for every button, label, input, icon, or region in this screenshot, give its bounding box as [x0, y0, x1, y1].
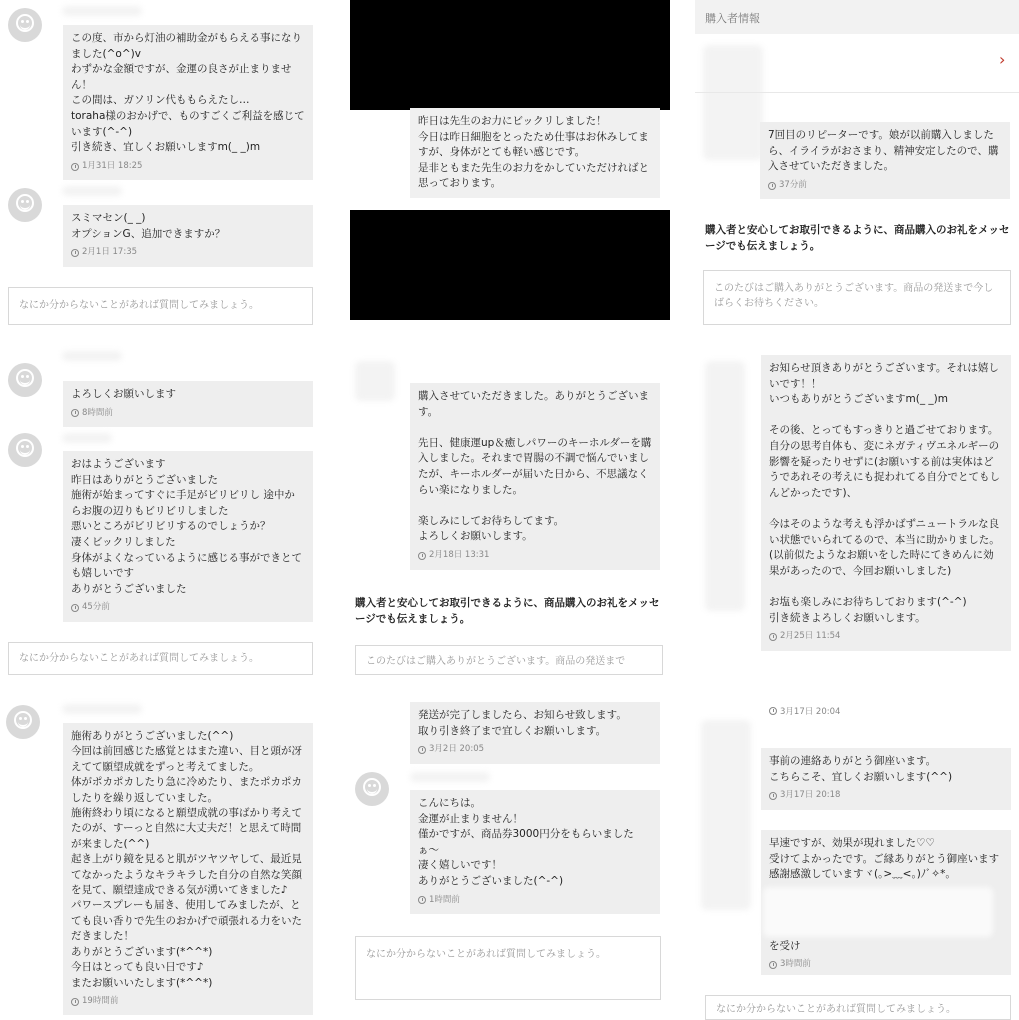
chat-message [410, 383, 660, 570]
chat-panel-8 [345, 690, 670, 1020]
chat-panel-9 [695, 690, 1019, 1020]
timestamp: 3月17日 20:04 [769, 705, 840, 717]
message-text: 早速ですが、効果が現れました♡♡ 受けてよかったです。ご縁ありがとう御座います 感謝感激していますヾ(｡>﹏<｡)ﾉﾞ✧*。 [769, 837, 1000, 881]
redacted-name [62, 704, 142, 714]
message-text: おはようございます 昨日はありがとうございました 施術が始まってすぐに手足がビリビリし 途中からお腹の辺りもビリビリしました 悪いところがビリビリするのでしょうか？ 凄くビックリしました 身体がよくなっているように感じる事ができとても嬉しいです ありがとうございました [71, 458, 302, 595]
message-text: 7回目のリピーターです。娘が以前購入しましたら、イライラがおさまり、精神安定したので、購入させていただきました。 [768, 129, 999, 173]
thanks-message-input[interactable]: このたびはご購入ありがとうございます。商品の発送まで [355, 645, 663, 675]
redacted-text [763, 887, 993, 937]
thanks-message-input[interactable]: このたびはご購入ありがとうございます。商品の発送まで今しばらくお待ちください。 [703, 270, 1011, 325]
timestamp: 1時間前 [418, 893, 652, 909]
timestamp: 2月1日 17:35 [71, 245, 305, 261]
message-text: 昨日は先生のお力にビックリしました！ 今日は昨日細胞をとったため仕事はお休みしてますが、身体がとても軽い感じです。 是非ともまた先生のお力をかしていただければと思っております。 [418, 115, 649, 190]
chat-message [410, 790, 660, 914]
question-input[interactable]: なにか分からないことがあれば質問してみましょう。 [8, 642, 313, 675]
chat-message [63, 25, 313, 180]
section-header: 購入者情報 [695, 0, 1019, 34]
timestamp: 8時間前 [71, 406, 305, 422]
chat-panel-5 [345, 345, 670, 675]
message-text: 事前の連絡ありがとう御座います。 こちらこそ、宜しくお願いします(^^) [769, 755, 953, 783]
message-text-partial: を受け [769, 939, 801, 952]
redacted-avatar [355, 361, 395, 401]
chat-message [63, 451, 313, 622]
chat-message [410, 108, 660, 198]
clock-icon [769, 961, 777, 969]
timestamp: 2月25日 11:54 [769, 629, 1003, 645]
chat-message [761, 830, 1011, 975]
redacted-avatar [701, 720, 751, 910]
redaction-block [350, 0, 670, 110]
chat-message [761, 355, 1011, 651]
clock-icon [418, 896, 426, 904]
redacted-name [62, 186, 122, 196]
redacted-name [62, 351, 122, 361]
chat-message [63, 381, 313, 427]
redacted-name [62, 6, 142, 16]
message-text: 購入させていただきました。ありがとうございます。 先日、健康運up＆癒しパワーのキーホルダーを購入しました。それまで胃腸の不調で悩んでいましたが、キーホルダーが届いた日から、不思議なくらい楽になりました。 楽しみにしてお待ちしてます。 よろしくお願いします。 [418, 390, 652, 543]
clock-icon [418, 746, 426, 754]
clock-icon [71, 163, 79, 171]
timestamp: 3月2日 20:05 [418, 742, 652, 758]
message-text: 施術ありがとうございました(^^) 今回は前回感じた感覚とはまた違い、目と頭が冴えてて願望成就をずっと考えてました。 体がポカポカしたり急に冷めたり、またポカポカしたりを繰り返していました。 施術終わり頃になると願望成就の事ばかり考えてたのが、すーっと自然に大丈夫だ！と思えて時間が来ました(^^) 起き上がり鏡を見ると肌がツヤツヤして、最近見てなかったようなキラキラした自分の自然な笑顔を見て、願望達成できる気が湧いてきました♪ パワースプレーも届き、使用してみましたが、とても良い香りで先生のおかげで頑張れる力をいただきました！ ありがとうございます(*^^*) 今日はとっても良い日です♪ またお願いいたします(*^^*) [71, 730, 302, 989]
clock-icon [768, 182, 776, 190]
redaction-block [350, 210, 670, 320]
clock-icon [71, 249, 79, 257]
timestamp: 3時間前 [769, 957, 1003, 973]
chat-panel-3 [695, 0, 1019, 325]
chat-panel-1 [0, 0, 330, 325]
clock-icon [71, 998, 79, 1006]
clock-icon [418, 552, 426, 560]
chat-message [410, 702, 660, 764]
clock-icon [71, 409, 79, 417]
chat-message [63, 723, 313, 1015]
question-input[interactable]: なにか分からないことがあれば質問してみましょう。 [355, 936, 661, 1000]
chevron-right-icon[interactable]: › [999, 50, 1006, 69]
timestamp: 1月31日 18:25 [71, 159, 305, 175]
clock-icon [769, 792, 777, 800]
avatar-icon [8, 363, 42, 397]
chat-panel-2 [345, 0, 670, 325]
timestamp: 2月18日 13:31 [418, 548, 652, 564]
chat-panel-4 [0, 345, 330, 675]
thanks-notice: 購入者と安心してお取引できるように、商品購入のお礼をメッセージでも伝えましょう。 [705, 224, 1010, 252]
avatar-icon [8, 8, 42, 42]
timestamp: 19時間前 [71, 994, 305, 1009]
redacted-avatar [705, 361, 745, 611]
timestamp: 37分前 [768, 178, 1002, 194]
chat-message [760, 122, 1010, 199]
clock-icon [71, 604, 79, 612]
clock-icon [769, 707, 777, 715]
clock-icon [769, 633, 777, 641]
divider [695, 92, 1019, 93]
message-text: この度、市から灯油の補助金がもらえる事になりました(^o^)v わずかな金額ですが、金運の良さが止まりません！ この間は、ガソリン代ももらえたし… toraha様のおかげで、ものすごくご利益を感じています(^-^) 引き続き、宜しくお願いしますm(_ _)m [71, 32, 305, 154]
message-text: スミマセン(_ _) オプションG、追加できますか？ [71, 212, 226, 240]
message-text: お知らせ頂きありがとうございます。それは嬉しいです！！ いつもありがとうございますm(_ _)m その後、とってもすっきりと過ごせております。自分の思考自体も、変にネガティヴエネルギーの影響を疑ったりせずに(お願いする前は実体はどうであれその考えにも捉われてる自分でとてもしんどかったです)、 今はそのような考えも浮かばずニュートラルな良い状態でいられてるので、本当に助かりました。(以前似たようなお願いをした時にてきめんに効果があったので、今回お願いしました) お塩も楽しみにお待ちしております(^-^) 引き続きよろしくお願いします。 [769, 362, 1000, 624]
chat-message [761, 748, 1011, 810]
redacted-name [62, 433, 112, 443]
avatar-icon [8, 188, 42, 222]
timestamp: 3月17日 20:18 [769, 788, 1003, 804]
timestamp: 45分前 [71, 600, 305, 616]
chat-message [63, 205, 313, 267]
avatar-icon [355, 772, 389, 806]
question-input[interactable]: なにか分からないことがあれば質問してみましょう。 [8, 287, 313, 325]
question-input[interactable]: なにか分からないことがあれば質問してみましょう。 [705, 995, 1011, 1020]
chat-panel-7 [0, 690, 330, 1020]
message-text: こんにちは。 金運が止まりません！ 僅かですが、商品券3000円分をもらいましたぁ〜 凄く嬉しいです！ ありがとうございました(^-^) [418, 797, 634, 887]
message-text: よろしくお願いします [71, 388, 176, 400]
redacted-name [410, 772, 490, 782]
avatar-icon [8, 433, 42, 467]
redacted-avatar [703, 45, 763, 160]
avatar-icon [6, 705, 40, 739]
chat-panel-6 [695, 345, 1019, 675]
thanks-notice: 購入者と安心してお取引できるように、商品購入のお礼をメッセージでも伝えましょう。 [355, 597, 660, 625]
message-text: 発送が完了しましたら、お知らせ致します。 取り引き終了まで宜しくお願いします。 [418, 709, 627, 737]
